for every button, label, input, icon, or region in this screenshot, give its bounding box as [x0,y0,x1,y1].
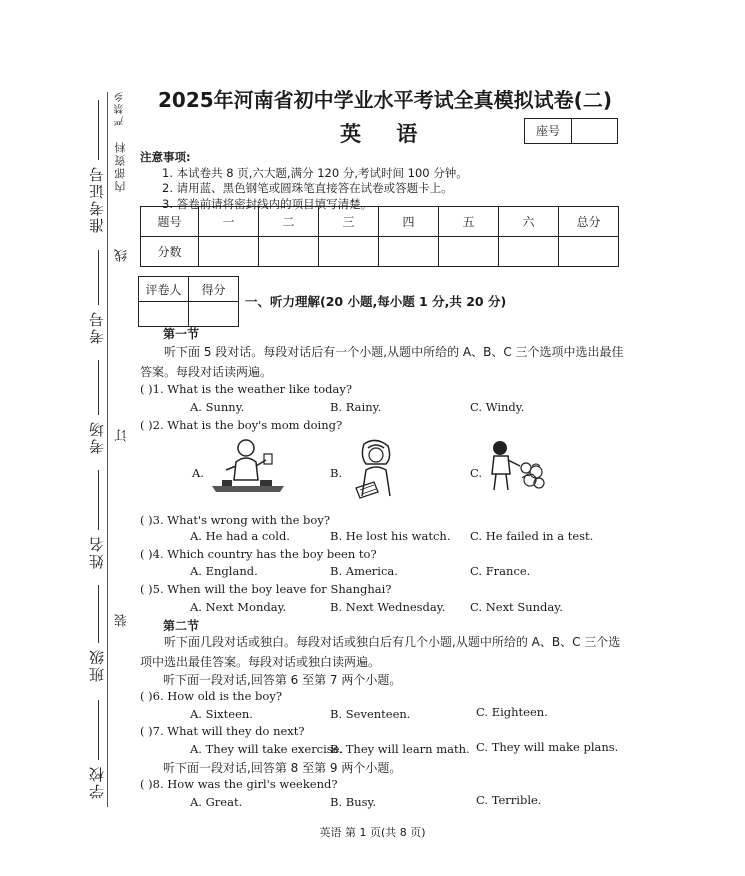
q1-option-a[interactable]: A. Sunny. [190,400,245,414]
q7-option-b[interactable]: B. They will learn math. [330,742,470,756]
q3-option-b[interactable]: B. He lost his watch. [330,529,451,543]
q4-option-c[interactable]: C. France. [470,564,531,578]
section1-title: 第一节 [163,327,200,341]
margin-note-1: 严禁乡 [115,90,126,126]
score-col-6: 六 [499,207,559,237]
score-table-header-row [141,207,619,237]
line-mark-xian: 线 [115,247,130,262]
score-cell[interactable] [259,237,319,267]
line-mark-zhuang: 装 [115,612,130,627]
binding-line [107,92,108,807]
line-mark-ding: 订 [115,427,130,442]
score-col-1: 一 [199,207,259,237]
q4-option-b[interactable]: B. America. [330,564,398,578]
gardening-mom-image [486,438,546,494]
q8-option-c[interactable]: C. Terrible. [476,793,542,807]
grader-score-label: 得分 [189,277,239,302]
q5-option-a[interactable]: A. Next Monday. [190,600,287,614]
field-exam-number-line [98,100,99,160]
field-school-line [98,700,99,760]
note-item-2: 2. 请用蓝、黑色钢笔或圆珠笔直接答在试卷或答题卡上。 [162,181,453,195]
question-1: ( )1. What is the weather like today? [140,382,353,396]
question-7: ( )7. What will they do next? [140,724,305,738]
score-row-label: 分数 [141,237,199,267]
score-cell[interactable] [439,237,499,267]
q4-option-a[interactable]: A. England. [190,564,258,578]
q2-option-b[interactable]: B. [330,466,343,480]
subject-title: 英 语 [340,122,432,146]
page-title: 2025年河南省初中学业水平考试全真模拟试卷(二) [158,88,612,112]
margin-note-2: 内部资料 [114,140,127,192]
score-cell[interactable] [559,237,619,267]
question-4: ( )4. Which country has the boy been to? [140,547,377,561]
grader-cell[interactable] [139,302,189,327]
q2-option-a[interactable]: A. [192,466,204,480]
page-footer: 英语 第 1 页(共 8 页) [319,826,426,839]
field-class: 班级 [88,648,106,682]
notes-heading: 注意事项: [140,150,191,164]
score-cell[interactable] [199,237,259,267]
score-table-score-row [141,237,619,267]
field-school: 学校 [88,765,106,799]
field-exam-number: 准考证号 [88,165,106,233]
q6-option-b[interactable]: B. Seventeen. [330,707,411,721]
question-5: ( )5. When will the boy leave for Shanghai? [140,582,392,596]
cooking-mom-image [208,436,288,498]
seat-number-box [524,118,618,144]
seat-label: 座号 [525,119,572,143]
score-col-total: 总分 [559,207,619,237]
q1-option-b[interactable]: B. Rainy. [330,400,382,414]
q3-option-a[interactable]: A. He had a cold. [190,529,290,543]
grader-table [138,276,239,327]
score-col-2: 二 [259,207,319,237]
reading-mom-image [348,438,404,500]
score-table [140,206,619,267]
question-6: ( )6. How old is the boy? [140,689,282,703]
field-exam-room-line [98,360,99,415]
section1-intro: 听下面 5 段对话。每段对话后有一个小题,从题中所给的 A、B、C 三个选项中选出最佳答案。每段对话读两遍。 [140,345,624,379]
field-name: 姓名 [88,535,106,569]
q3-option-c[interactable]: C. He failed in a test. [470,529,594,543]
question-2: ( )2. What is the boy's mom doing? [140,418,343,432]
note-item-1: 1. 本试卷共 8 页,六大题,满分 120 分,考试时间 100 分钟。 [162,165,468,180]
q5-option-b[interactable]: B. Next Wednesday. [330,600,446,614]
notes-block [140,150,468,212]
score-col-label: 题号 [141,207,199,237]
field-exam-id: 考号 [88,310,106,344]
q6-option-a[interactable]: A. Sixteen. [190,707,253,721]
question-3: ( )3. What's wrong with the boy? [140,513,331,527]
note-item-3: 3. 答卷前请将密封线内的项目填写清楚。 [162,196,373,211]
field-exam-room: 考场 [88,420,106,454]
q5-option-c[interactable]: C. Next Sunday. [470,600,563,614]
intro-q6-q7: 听下面一段对话,回答第 6 至第 7 两个小题。 [163,673,402,687]
q2-option-c[interactable]: C. [470,466,483,480]
q6-option-c[interactable]: C. Eighteen. [476,705,548,719]
grader-score-cell[interactable] [189,302,239,327]
q7-option-a[interactable]: A. They will take exercise. [190,742,344,756]
section2-title: 第二节 [163,619,200,633]
field-exam-id-line [98,250,99,305]
q1-option-c[interactable]: C. Windy. [470,400,525,414]
score-cell[interactable] [499,237,559,267]
field-name-line [98,470,99,530]
section2-intro: 听下面几段对话或独白。每段对话或独白后有几个小题,从题中所给的 A、B、C 三个选项中选出最佳答案。每段对话或独白读两遍。 [140,635,621,669]
part1-title: 一、听力理解(20 小题,每小题 1 分,共 20 分) [245,294,507,309]
score-col-3: 三 [319,207,379,237]
field-class-line [98,585,99,643]
q8-option-b[interactable]: B. Busy. [330,795,377,809]
q7-option-c[interactable]: C. They will make plans. [476,740,619,754]
score-col-5: 五 [439,207,499,237]
grader-label: 评卷人 [139,277,189,302]
score-cell[interactable] [319,237,379,267]
score-cell[interactable] [379,237,439,267]
score-col-4: 四 [379,207,439,237]
intro-q8-q9: 听下面一段对话,回答第 8 至第 9 两个小题。 [163,761,402,775]
question-8: ( )8. How was the girl's weekend? [140,777,338,791]
q8-option-a[interactable]: A. Great. [190,795,243,809]
seat-number-field[interactable] [572,119,617,143]
